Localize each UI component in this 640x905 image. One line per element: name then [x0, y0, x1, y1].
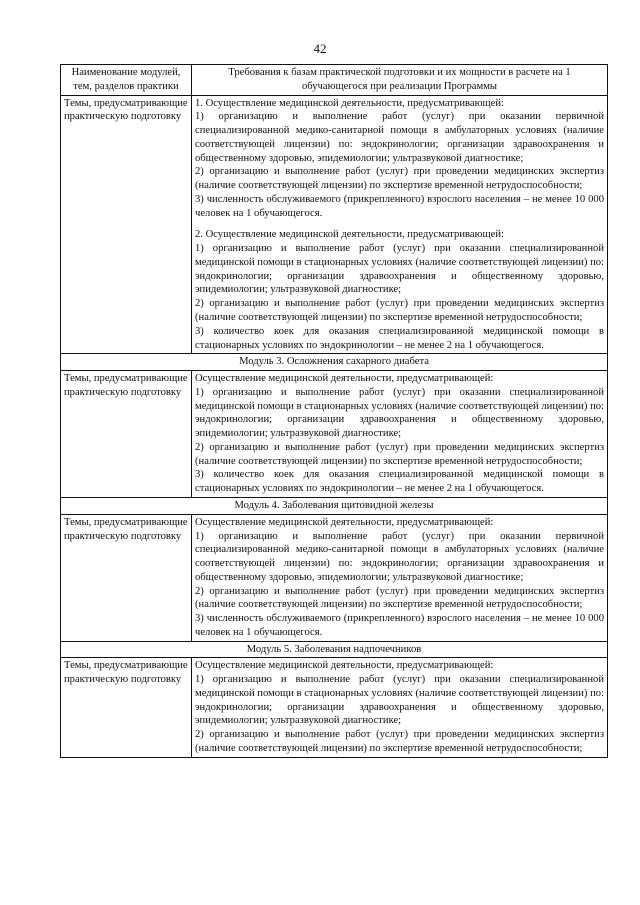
- module-title-row: [61, 354, 608, 371]
- requirement-item: 1) организацию и выполнение работ (услуг) при оказании специализированной медицинской помощи в стационарных условиях (наличие соответствующей лицензии) по: эндокринологии; организации здравоохранения и общественному здоровью, эпидемиологии; ультразвуковой диагностике;: [195, 674, 604, 727]
- header-modules: Наименование модулей, тем, разделов практики: [61, 65, 192, 96]
- requirements-cell: [192, 658, 608, 757]
- requirement-item: 2) организацию и выполнение работ (услуг) при проведении медицинских экспертиз (наличие соответствующей лицензии) по экспертизе временной нетрудоспособности;: [195, 441, 604, 467]
- table-row: [61, 95, 608, 354]
- requirements-cell: [192, 371, 608, 498]
- requirement-block: [195, 659, 604, 755]
- requirement-block: [195, 97, 604, 221]
- topic-label: Темы, предусматривающие практическую подготовку: [61, 658, 192, 757]
- table-row: [61, 658, 608, 757]
- module-title: Модуль 3. Осложнения сахарного диабета: [61, 354, 608, 371]
- requirement-item: 2) организацию и выполнение работ (услуг) при проведении медицинских экспертиз (наличие соответствующей лицензии) по экспертизе временной нетрудоспособности;: [195, 729, 604, 754]
- module-title-row: [61, 641, 608, 658]
- topic-label: Темы, предусматривающие практическую подготовку: [61, 514, 192, 641]
- requirements-table: [60, 64, 608, 758]
- requirement-title: 2. Осуществление медицинской деятельности, предусматривающей:: [195, 229, 504, 241]
- requirement-item: 1) организацию и выполнение работ (услуг) при оказании специализированной медицинской помощи в стационарных условиях (наличие соответствующей лицензии) по: эндокринологии; организации здравоохранения и общественному здоровью, эпидемиологии; ультразвуковой диагностике;: [195, 243, 604, 296]
- requirement-title: Осуществление медицинской деятельности, предусматривающей:: [195, 373, 494, 385]
- requirement-item: 3) количество коек для оказания специализированной медицинской помощи в стационарных условиях по эндокринологии – не менее 2 на 1 обучающегося.: [195, 469, 604, 495]
- page-number: 42: [313, 41, 327, 56]
- requirement-item: 2) организацию и выполнение работ (услуг) при проведении медицинских экспертиз (наличие соответствующей лицензии) по экспертизе временной нетрудоспособности;: [195, 166, 604, 192]
- module-title: Модуль 5. Заболевания надпочечников: [61, 641, 608, 658]
- table-row: [61, 371, 608, 498]
- table-row: [61, 514, 608, 641]
- requirement-item: 3) численность обслуживаемого (прикрепленного) взрослого населения – не менее 10 000 человек на 1 обучающегося.: [195, 193, 604, 219]
- requirement-item: 3) численность обслуживаемого (прикрепленного) взрослого населения – не менее 10 000 человек на 1 обучающегося.: [195, 613, 604, 638]
- requirements-cell: [192, 514, 608, 641]
- requirement-title: Осуществление медицинской деятельности, предусматривающей:: [195, 516, 494, 528]
- requirement-title: 1. Осуществление медицинской деятельности, предусматривающей:: [195, 97, 504, 109]
- requirement-block: [195, 372, 604, 496]
- requirement-item: 1) организацию и выполнение работ (услуг) при оказании специализированной медицинской помощи в стационарных условиях (наличие соответствующей лицензии) по: эндокринологии; организации здравоохранения и общественному здоровью, эпидемиологии; ультразвуковой диагностике;: [195, 386, 604, 440]
- requirement-item: 3) количество коек для оказания специализированной медицинской помощи в стационарных условиях по эндокринологии – не менее 2 на 1 обучающегося.: [195, 325, 604, 351]
- header-requirements: Требования к базам практической подготовки и их мощности в расчете на 1 обучающегося при реализации Программы: [192, 65, 608, 96]
- requirement-item: 2) организацию и выполнение работ (услуг) при проведении медицинских экспертиз (наличие соответствующей лицензии) по экспертизе временной нетрудоспособности;: [195, 585, 604, 611]
- module-title-row: [61, 497, 608, 514]
- topic-label: Темы, предусматривающие практическую подготовку: [61, 95, 192, 354]
- requirement-item: 1) организацию и выполнение работ (услуг) при оказании первичной специализированной медико-санитарной помощи в амбулаторных условиях (наличие соответствующей лицензии) по: эндокринологии; организации здравоохранения и общественному здоровью, эпидемиологии; ультразвуковой диагностике;: [195, 530, 604, 583]
- module-title: Модуль 4. Заболевания щитовидной железы: [61, 497, 608, 514]
- topic-label: Темы, предусматривающие практическую подготовку: [61, 371, 192, 498]
- requirement-block: [195, 228, 604, 352]
- requirements-cell: [192, 95, 608, 354]
- table-header-row: [61, 65, 608, 96]
- requirement-item: 2) организацию и выполнение работ (услуг) при проведении медицинских экспертиз (наличие соответствующей лицензии) по экспертизе временной нетрудоспособности;: [195, 298, 604, 324]
- requirement-block: [195, 516, 604, 640]
- requirement-title: Осуществление медицинской деятельности, предусматривающей:: [195, 660, 494, 672]
- requirement-item: 1) организацию и выполнение работ (услуг) при оказании первичной специализированной медико-санитарной помощи в амбулаторных условиях (наличие соответствующей лицензии) по: эндокринологии; организации здравоохранения и общественному здоровью, эпидемиологии; ультразвуковой диагностике;: [195, 111, 604, 164]
